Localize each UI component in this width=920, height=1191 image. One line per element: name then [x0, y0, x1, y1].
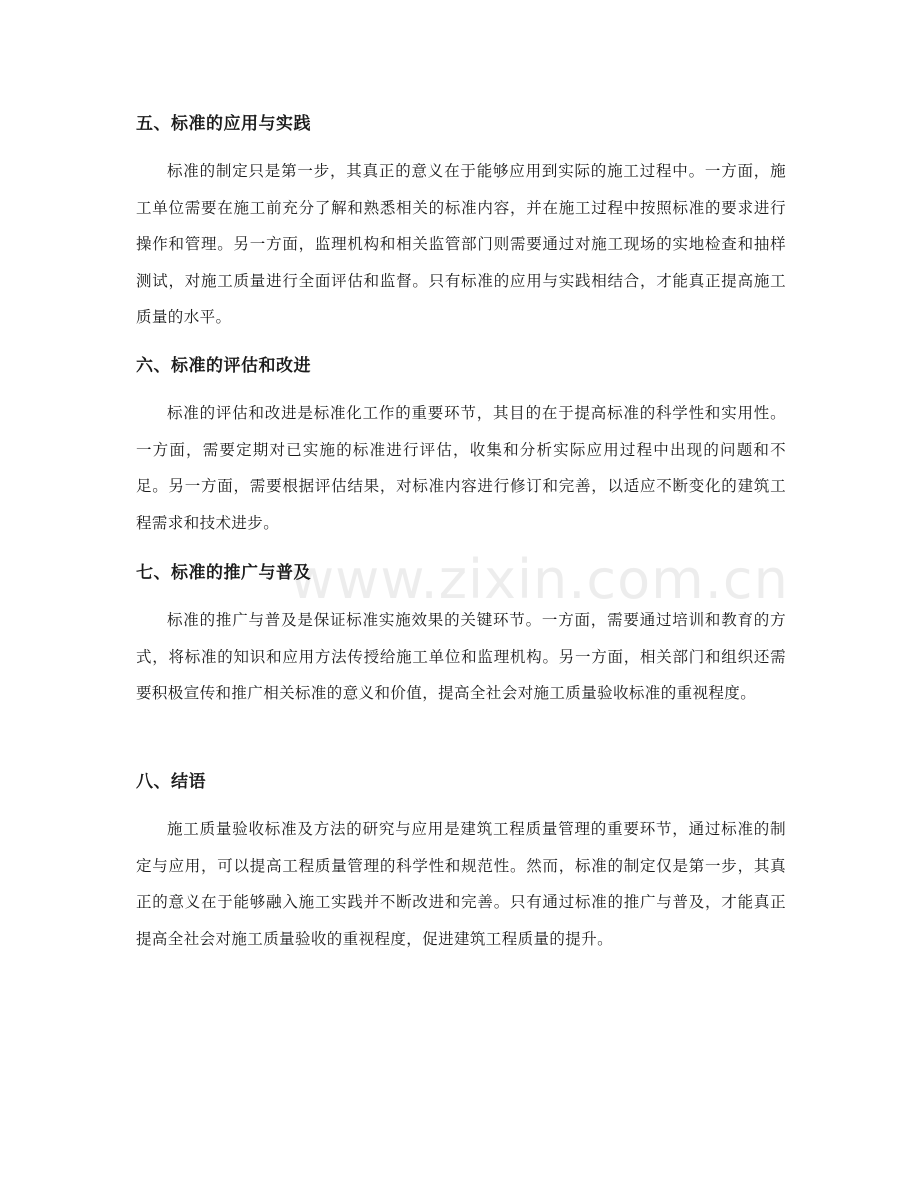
section-heading-6: 六、标准的评估和改进 — [136, 356, 311, 376]
section-paragraph-8: 施工质量验收标准及方法的研究与应用是建筑工程质量管理的重要环节，通过标准的制定与应用，可以提高工程质量管理的科学性和规范性。然而，标准的制定仅是第一步，其真正的意义在于能够融入施工实践并不断改进和完善。只有通过标准的推广与普及，才能真正提高全社会对施工质量验收的重视程度，促进建筑工程质量的提升。 — [136, 820, 786, 948]
section-paragraph-7: 标准的推广与普及是保证标准实施效果的关键环节。一方面，需要通过培训和教育的方式，将标准的知识和应用方法传授给施工单位和监理机构。另一方面，相关部门和组织还需要积极宣传和推广相关标准的意义和价值，提高全社会对施工质量验收标准的重视程度。 — [136, 611, 786, 703]
watermark: www.zixin.com.cn — [290, 548, 789, 611]
section-heading-7: 七、标准的推广与普及 — [136, 563, 311, 583]
section-paragraph-6: 标准的评估和改进是标准化工作的重要环节，其目的在于提高标准的科学性和实用性。一方面，需要定期对已实施的标准进行评估，收集和分析实际应用过程中出现的问题和不足。另一方面，需要根据评估结果，对标准内容进行修订和完善，以适应不断变化的建筑工程需求和技术进步。 — [136, 404, 786, 532]
section-heading-8: 八、结语 — [136, 772, 206, 792]
section-heading-5: 五、标准的应用与实践 — [136, 114, 311, 134]
section-paragraph-5: 标准的制定只是第一步，其真正的意义在于能够应用到实际的施工过程中。一方面，施工单位需要在施工前充分了解和熟悉相关的标准内容，并在施工过程中按照标准的要求进行操作和管理。另一方面，监理机构和相关监管部门则需要通过对施工现场的实地检查和抽样测试，对施工质量进行全面评估和监督。只有标准的应用与实践相结合，才能真正提高施工质量的水平。 — [136, 162, 786, 327]
